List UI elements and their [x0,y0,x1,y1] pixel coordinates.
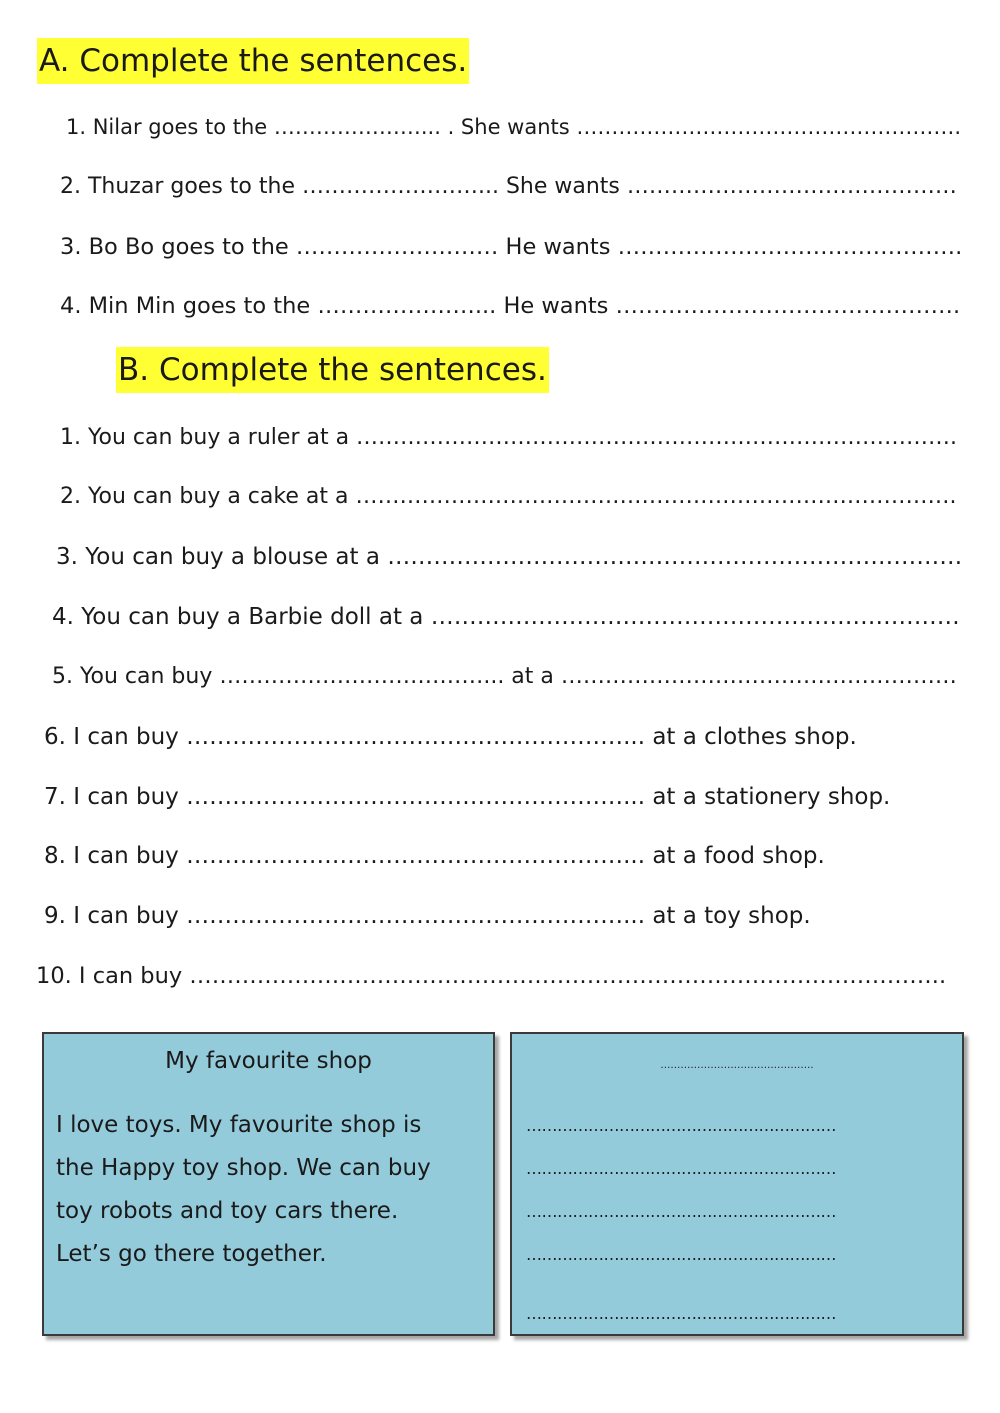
writing-line-5: …………………………………………………… [526,1304,836,1323]
section-a-item-2: 2. Thuzar goes to the ……………………... She wants ……………………………………… [60,174,957,199]
writing-line-2: …………………………………………………… [526,1159,836,1178]
section-b-heading: B. Complete the sentences. [116,347,549,393]
section-b-item-5: 5. You can buy ………………………………... at a ……………………………………………… [52,664,957,689]
favourite-shop-line-1: I love toys. My favourite shop is [56,1112,422,1138]
section-b-item-1: 1. You can buy a ruler at a ………………………………………………………………………. [60,425,958,450]
writing-box-title-blank: ………………………………………. [660,1060,814,1071]
section-b-item-2: 2. You can buy a cake at a ………………………………………………………………………. [60,484,957,509]
favourite-shop-box [42,1032,495,1336]
section-a-item-1: 1. Nilar goes to the …………………... . She wants ………………………………………………. [66,115,962,139]
section-b-item-8: 8. I can buy …………………………………………………... at a food shop. [44,843,825,869]
writing-line-4: …………………………………………………… [526,1245,836,1264]
section-b-item-6: 6. I can buy …………………………………………………... at a clothes shop. [44,724,857,750]
section-a-item-3: 3. Bo Bo goes to the ……………………… He wants ………………………………………. [60,234,963,260]
section-b-item-10: 10. I can buy ……………………………………………………………………………………….. [36,963,947,989]
writing-line-1: …………………………………………………… [526,1116,836,1135]
favourite-shop-line-4: Let’s go there together. [56,1241,327,1267]
favourite-shop-line-3: toy robots and toy cars there. [56,1198,399,1224]
writing-box [510,1032,964,1336]
favourite-shop-line-2: the Happy toy shop. We can buy [56,1155,431,1181]
section-b-item-3: 3. You can buy a blouse at a ………………………………………………………………… [56,544,963,570]
section-a-item-4: 4. Min Min goes to the …………………... He wants ………………………………………. [60,293,961,319]
section-b-item-4: 4. You can buy a Barbie doll at a …………………………………………………………… [52,604,960,630]
writing-line-3: …………………………………………………… [526,1202,836,1221]
section-a-heading: A. Complete the sentences. [37,38,469,84]
section-b-item-9: 9. I can buy …………………………………………………... at a toy shop. [44,903,811,929]
favourite-shop-text [56,1104,431,1276]
section-b-item-7: 7. I can buy …………………………………………………... at a stationery shop. [44,784,891,810]
favourite-shop-title: My favourite shop [165,1048,372,1074]
